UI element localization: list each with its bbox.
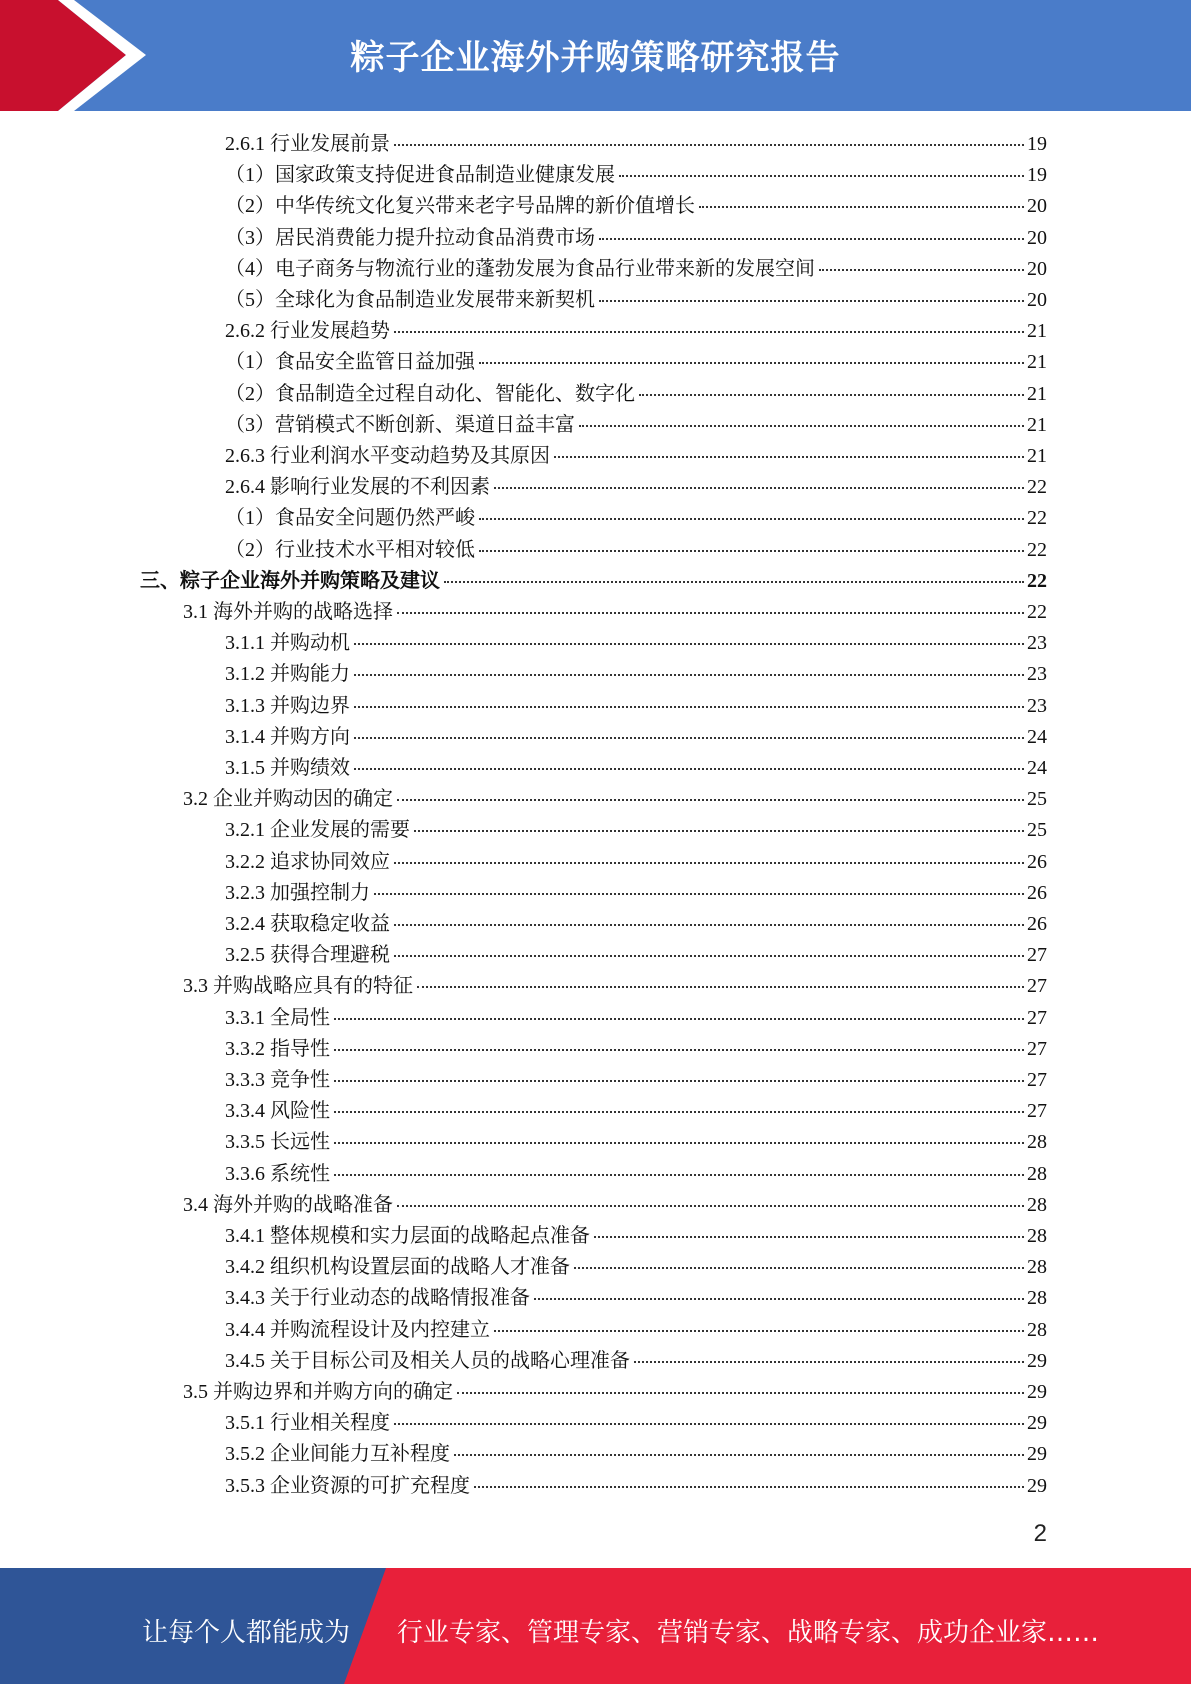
toc-entry-title: 3.4 海外并购的战略准备	[183, 1193, 393, 1216]
toc-entry-title: 3.1.1 并购动机	[225, 632, 350, 655]
toc-dot-leader	[417, 986, 1024, 988]
footer-slogan-right: 行业专家、管理专家、营销专家、战略专家、成功企业家……	[397, 1618, 1100, 1648]
toc-dot-leader	[554, 456, 1024, 458]
toc-entry-page: 29	[1027, 1443, 1047, 1466]
toc-entry-page: 25	[1027, 788, 1047, 811]
toc-entry-page: 21	[1027, 320, 1047, 343]
toc-entry-title: 3.2.1 企业发展的需要	[225, 819, 410, 842]
toc-entry[interactable]	[225, 1250, 1047, 1281]
toc-entry[interactable]	[225, 470, 1047, 501]
page-number: 2	[1033, 1520, 1047, 1547]
toc-entry-title: 3.1.4 并购方向	[225, 725, 350, 748]
toc-entry-title: （2）中华传统文化复兴带来老字号品牌的新价值增长	[225, 195, 695, 218]
toc-dot-leader	[334, 1049, 1024, 1051]
toc-entry[interactable]	[225, 221, 1047, 252]
toc-dot-leader	[479, 518, 1024, 520]
toc-entry-title: 3.5 并购边界和并购方向的确定	[183, 1381, 453, 1403]
toc-entry-title: 3.4.3 关于行业动态的战略情报准备	[225, 1287, 530, 1310]
toc-entry[interactable]	[225, 501, 1047, 532]
toc-entry-page: 23	[1027, 663, 1047, 686]
toc-entry-title: （2）食品制造全过程自动化、智能化、数字化	[225, 382, 635, 405]
toc-dot-leader	[494, 1330, 1024, 1332]
toc-entry-title: （3）居民消费能力提升拉动食品消费市场	[225, 226, 595, 249]
toc-entry-page: 27	[1027, 1006, 1047, 1029]
toc-entry-page: 29	[1027, 1412, 1047, 1435]
toc-dot-leader	[354, 643, 1024, 645]
toc-entry[interactable]	[225, 1001, 1047, 1032]
toc-entry[interactable]	[225, 1469, 1047, 1500]
toc-entry-title: 3.5.1 行业相关程度	[225, 1412, 390, 1435]
toc-entry-title: （4）电子商务与物流行业的蓬勃发展为食品行业带来新的发展空间	[225, 257, 815, 280]
toc-dot-leader	[574, 1267, 1024, 1269]
footer-slogan-left: 让每个人都能成为	[142, 1618, 351, 1648]
toc-dot-leader	[414, 830, 1024, 832]
toc-entry[interactable]	[225, 938, 1047, 969]
toc-dot-leader	[619, 175, 1024, 177]
toc-dot-leader	[454, 1454, 1024, 1456]
toc-entry-page: 29	[1027, 1474, 1047, 1497]
toc-entry[interactable]	[225, 720, 1047, 751]
toc-entry[interactable]	[225, 1219, 1047, 1250]
toc-dot-leader	[599, 300, 1024, 302]
toc-entry[interactable]	[225, 127, 1047, 158]
toc-entry[interactable]	[225, 689, 1047, 720]
toc-entry-page: 28	[1027, 1318, 1047, 1341]
toc-dot-leader	[479, 550, 1024, 552]
toc-dot-leader	[394, 862, 1024, 864]
toc-entry-title: 3.1.5 并购绩效	[225, 757, 350, 779]
toc-entry[interactable]	[225, 377, 1047, 408]
toc-entry-title: 2.6.4 影响行业发展的不利因素	[225, 476, 490, 499]
toc-dot-leader	[354, 737, 1024, 739]
toc-dot-leader	[699, 206, 1024, 208]
toc-entry[interactable]	[225, 626, 1047, 657]
toc-dot-leader	[397, 612, 1024, 614]
toc-entry-page: 26	[1027, 881, 1047, 904]
toc-entry[interactable]	[225, 533, 1047, 564]
toc-entry[interactable]	[183, 1188, 1047, 1219]
toc-dot-leader	[334, 1142, 1024, 1144]
toc-entry[interactable]	[225, 1094, 1047, 1125]
toc-entry[interactable]	[225, 314, 1047, 345]
toc-dot-leader	[479, 362, 1024, 364]
toc-entry[interactable]	[225, 813, 1047, 844]
toc-dot-leader	[579, 425, 1024, 427]
toc-entry-title: 3.1.2 并购能力	[225, 663, 350, 686]
toc-entry-title: 3.4.2 组织机构设置层面的战略人才准备	[225, 1256, 570, 1279]
toc-dot-leader	[354, 674, 1024, 676]
toc-entry[interactable]	[225, 439, 1047, 470]
toc-dot-leader	[394, 924, 1024, 926]
toc-entry-title: 3.4.4 并购流程设计及内控建立	[225, 1318, 490, 1341]
toc-dot-leader	[394, 1423, 1024, 1425]
header-title: 粽子企业海外并购策略研究报告	[350, 38, 841, 78]
toc-entry-title: 3.5.2 企业间能力互补程度	[225, 1443, 450, 1466]
page-header	[0, 0, 1191, 111]
toc-entry[interactable]	[183, 1375, 1047, 1406]
toc-dot-leader	[474, 1486, 1024, 1488]
toc-entry-page: 28	[1027, 1287, 1047, 1310]
toc-dot-leader	[534, 1298, 1024, 1300]
toc-entry-page: 28	[1027, 1162, 1047, 1185]
toc-entry-title: （5）全球化为食品制造业发展带来新契机	[225, 289, 595, 311]
toc-entry-page: 28	[1027, 1256, 1047, 1279]
toc-entry-page: 28	[1027, 1131, 1047, 1154]
toc-entry-page: 22	[1027, 538, 1047, 561]
toc-entry-title: （1）国家政策支持促进食品制造业健康发展	[225, 164, 615, 187]
toc-entry-page: 29	[1027, 1381, 1047, 1403]
toc-entry-title: 3.3.6 系统性	[225, 1162, 330, 1185]
toc-entry-page: 21	[1027, 351, 1047, 374]
toc-dot-leader	[334, 1174, 1024, 1176]
toc-dot-leader	[444, 581, 1024, 583]
toc-entry[interactable]	[140, 564, 1047, 595]
toc-entry-page: 26	[1027, 913, 1047, 935]
toc-entry-title: 3.3.2 指导性	[225, 1037, 330, 1060]
toc-entry-title: 3.3.5 长远性	[225, 1131, 330, 1154]
toc-entry[interactable]	[225, 1032, 1047, 1063]
toc-entry[interactable]	[225, 1125, 1047, 1156]
toc-entry[interactable]	[225, 845, 1047, 876]
toc-entry-title: 3.1.3 并购边界	[225, 694, 350, 717]
toc-entry-title: 2.6.1 行业发展前景	[225, 133, 390, 155]
toc-entry-title: 3.4.1 整体规模和实力层面的战略起点准备	[225, 1225, 590, 1247]
toc-entry-title: （1）食品安全问题仍然严峻	[225, 507, 475, 530]
toc-dot-leader	[639, 394, 1024, 396]
toc-entry-title: 3.2.4 获取稳定收益	[225, 913, 390, 935]
toc-dot-leader	[599, 238, 1024, 240]
toc-entry-page: 25	[1027, 819, 1047, 842]
toc-entry-page: 27	[1027, 1100, 1047, 1123]
toc-entry[interactable]	[225, 1157, 1047, 1188]
toc-dot-leader	[397, 1205, 1024, 1207]
toc-entry-page: 27	[1027, 1037, 1047, 1060]
toc-entry-page: 24	[1027, 725, 1047, 748]
toc-entry-page: 21	[1027, 445, 1047, 467]
toc-entry-title: （2）行业技术水平相对较低	[225, 538, 475, 561]
toc-entry-title: 3.1 海外并购的战略选择	[183, 601, 393, 623]
toc-entry-page: 24	[1027, 757, 1047, 779]
toc-entry[interactable]	[225, 345, 1047, 376]
toc-entry[interactable]	[225, 657, 1047, 688]
toc-entry-title: 3.3 并购战略应具有的特征	[183, 975, 413, 998]
toc-entry-title: 2.6.3 行业利润水平变动趋势及其原因	[225, 445, 550, 467]
toc-entry-page: 27	[1027, 975, 1047, 998]
toc-dot-leader	[394, 144, 1024, 146]
toc-entry-page: 26	[1027, 850, 1047, 873]
toc-dot-leader	[819, 269, 1024, 271]
toc-entry-page: 19	[1027, 133, 1047, 155]
toc-entry[interactable]	[225, 283, 1047, 314]
toc-entry-page: 21	[1027, 382, 1047, 405]
toc-entry-page: 22	[1027, 507, 1047, 530]
toc-dot-leader	[334, 1111, 1024, 1113]
toc-entry[interactable]	[225, 1063, 1047, 1094]
toc-entry-page: 22	[1027, 569, 1047, 592]
toc-dot-leader	[494, 487, 1024, 489]
toc-entry-page: 19	[1027, 164, 1047, 187]
toc-entry[interactable]	[225, 1344, 1047, 1375]
toc-entry[interactable]	[225, 1437, 1047, 1468]
toc-entry[interactable]	[225, 252, 1047, 283]
toc-entry-title: （3）营销模式不断创新、渠道日益丰富	[225, 413, 575, 436]
toc-entry-page: 22	[1027, 476, 1047, 499]
toc-entry[interactable]	[225, 158, 1047, 189]
toc-entry-title: 3.2.5 获得合理避税	[225, 944, 390, 967]
toc-entry-title: 3.3.4 风险性	[225, 1100, 330, 1123]
toc-dot-leader	[334, 1080, 1024, 1082]
toc-entry[interactable]	[225, 876, 1047, 907]
toc-entry-page: 20	[1027, 195, 1047, 218]
toc-entry[interactable]	[225, 751, 1047, 782]
toc-dot-leader	[354, 706, 1024, 708]
toc-dot-leader	[354, 768, 1024, 770]
toc-entry[interactable]	[183, 595, 1047, 626]
toc-dot-leader	[397, 799, 1024, 801]
toc-entry-title: 2.6.2 行业发展趋势	[225, 320, 390, 343]
toc-dot-leader	[394, 331, 1024, 333]
toc-entry[interactable]	[225, 907, 1047, 938]
toc-dot-leader	[634, 1361, 1024, 1363]
toc-dot-leader	[457, 1392, 1024, 1394]
toc-entry[interactable]	[225, 189, 1047, 220]
toc-entry-page: 27	[1027, 944, 1047, 967]
toc-entry-title: 3.4.5 关于目标公司及相关人员的战略心理准备	[225, 1349, 630, 1372]
toc-entry[interactable]	[225, 408, 1047, 439]
toc-dot-leader	[334, 1018, 1024, 1020]
toc-entry-title: 3.2.3 加强控制力	[225, 881, 370, 904]
toc-entry[interactable]	[225, 1313, 1047, 1344]
toc-entry-page: 20	[1027, 226, 1047, 249]
toc-entry[interactable]	[225, 1281, 1047, 1312]
toc-entry-page: 27	[1027, 1069, 1047, 1091]
toc-entry-title: 3.5.3 企业资源的可扩充程度	[225, 1474, 470, 1497]
toc-entry-title: （1）食品安全监管日益加强	[225, 351, 475, 374]
toc-entry-page: 21	[1027, 413, 1047, 436]
toc-entry-page: 20	[1027, 257, 1047, 280]
toc-entry-page: 23	[1027, 694, 1047, 717]
toc-entry-title: 3.3.1 全局性	[225, 1006, 330, 1029]
toc-entry[interactable]	[225, 1406, 1047, 1437]
toc-entry-title: 3.2.2 追求协同效应	[225, 850, 390, 873]
toc-dot-leader	[594, 1236, 1024, 1238]
toc-entry-title: 三、粽子企业海外并购策略及建议	[140, 569, 440, 592]
toc-dot-leader	[394, 955, 1024, 957]
toc-entry-page: 28	[1027, 1193, 1047, 1216]
toc-entry-page: 23	[1027, 632, 1047, 655]
toc-entry-page: 28	[1027, 1225, 1047, 1247]
toc-entry-title: 3.2 企业并购动因的确定	[183, 788, 393, 811]
toc-dot-leader	[374, 893, 1024, 895]
toc-entry-title: 3.3.3 竞争性	[225, 1069, 330, 1091]
toc-entry[interactable]	[183, 782, 1047, 813]
toc-entry-page: 29	[1027, 1349, 1047, 1372]
toc-entry-page: 20	[1027, 289, 1047, 311]
toc-entry[interactable]	[183, 969, 1047, 1000]
page-footer	[0, 1568, 1191, 1684]
toc-entry-page: 22	[1027, 601, 1047, 623]
